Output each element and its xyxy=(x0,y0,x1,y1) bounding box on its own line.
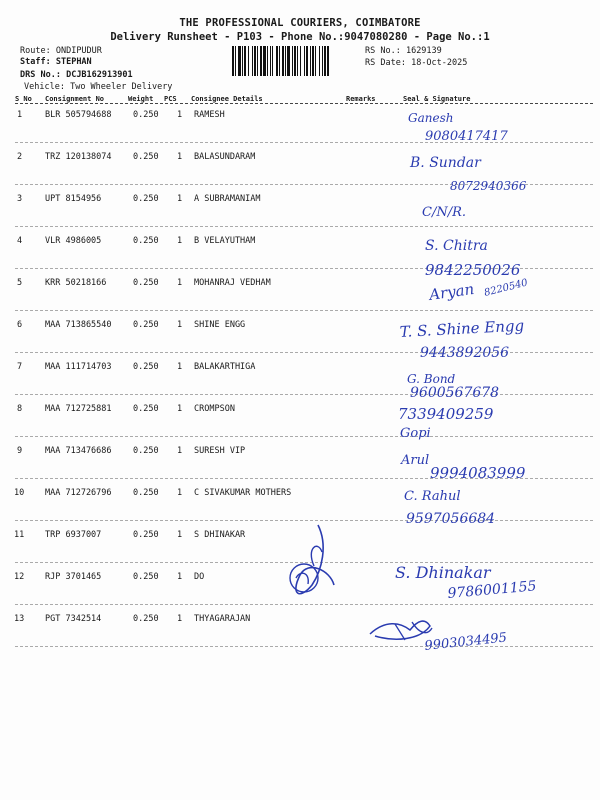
row-consignment: TRP 6937007 xyxy=(45,530,102,540)
note-row-3: C/N/R. xyxy=(422,205,467,220)
table-row xyxy=(0,194,600,235)
row-weight: 0.250 xyxy=(133,614,159,624)
signature-row-6: T. S. Shine Engg xyxy=(399,316,525,341)
rs-date-line xyxy=(365,58,467,68)
drs-label: DRS No.: xyxy=(20,70,61,80)
row-pcs: 1 xyxy=(177,110,183,120)
row-divider xyxy=(15,604,593,605)
phone-row-6: 9443892056 xyxy=(420,345,510,361)
row-pcs: 1 xyxy=(177,320,183,330)
barcode-image xyxy=(232,46,360,76)
row-consignee: A SUBRAMANIAM xyxy=(194,194,261,204)
phone-row-9: 9994083999 xyxy=(430,464,526,482)
row-weight: 0.250 xyxy=(133,362,159,372)
table-row xyxy=(0,236,600,277)
rs-date-label: RS Date: xyxy=(365,58,406,68)
rs-no-value: 1629139 xyxy=(405,46,442,56)
row-consignee: SHINE ENGG xyxy=(194,320,246,330)
row-divider xyxy=(15,142,593,143)
row-pcs: 1 xyxy=(177,152,183,162)
table-row xyxy=(0,572,600,613)
row-consignment: MAA 712725881 xyxy=(45,404,112,414)
row-sno: 4 xyxy=(17,236,23,246)
row-pcs: 1 xyxy=(177,488,183,498)
drs-line xyxy=(20,70,133,80)
row-sno: 10 xyxy=(14,488,25,498)
signature-row-4: S. Chitra xyxy=(425,238,488,254)
col-sno-header: S No xyxy=(15,95,32,103)
table-row xyxy=(0,362,600,403)
row-consignment: MAA 712726796 xyxy=(45,488,112,498)
row-divider xyxy=(15,478,593,479)
row-consignee: CROMPSON xyxy=(194,404,235,414)
table-row xyxy=(0,278,600,319)
row-consignee: BALAKARTHIGA xyxy=(194,362,256,372)
phone-row-2: 8072940366 xyxy=(450,179,527,193)
row-sno: 1 xyxy=(17,110,23,120)
row-sno: 9 xyxy=(17,446,23,456)
col-pcs-header: PCS xyxy=(164,95,177,103)
row-pcs: 1 xyxy=(177,530,183,540)
table-row xyxy=(0,446,600,487)
row-divider xyxy=(15,436,593,437)
table-row xyxy=(0,614,600,655)
row-consignment: MAA 111714703 xyxy=(45,362,112,372)
row-sno: 6 xyxy=(17,320,23,330)
row-sno: 12 xyxy=(14,572,25,582)
phone-row-7: 9600567678 xyxy=(410,385,500,401)
row-sno: 13 xyxy=(14,614,25,624)
col-remarks-header: Remarks xyxy=(346,95,376,103)
table-row xyxy=(0,110,600,151)
row-weight: 0.250 xyxy=(133,194,159,204)
row-consignment: KRR 50218166 xyxy=(45,278,107,288)
row-divider xyxy=(15,310,593,311)
row-consignee: C SIVAKUMAR MOTHERS xyxy=(194,488,292,498)
row-divider xyxy=(15,352,593,353)
row-sno: 3 xyxy=(17,194,23,204)
row-weight: 0.250 xyxy=(133,488,159,498)
row-consignment: UPT 8154956 xyxy=(45,194,102,204)
phone-row-12: 9786001155 xyxy=(446,578,538,602)
row-weight: 0.250 xyxy=(133,110,159,120)
row-weight: 0.250 xyxy=(133,530,159,540)
row-consignment: PGT 7342514 xyxy=(45,614,102,624)
row-consignment: MAA 713476686 xyxy=(45,446,112,456)
staff-line xyxy=(20,57,92,67)
row-divider xyxy=(15,520,593,521)
table-row xyxy=(0,152,600,193)
signature-row-2: B. Sundar xyxy=(410,155,481,171)
row-sno: 8 xyxy=(17,404,23,414)
row-consignee: MOHANRAJ VEDHAM xyxy=(194,278,271,288)
signature-row-5: Aryan xyxy=(428,279,476,304)
row-divider xyxy=(15,394,593,395)
phone-row-5: 8220540 xyxy=(483,277,529,299)
signature-row-1: Ganesh xyxy=(408,111,454,125)
row-consignment: RJP 3701465 xyxy=(45,572,102,582)
row-consignee: SURESH VIP xyxy=(194,446,246,456)
row-weight: 0.250 xyxy=(133,152,159,162)
row-consignee: BALASUNDARAM xyxy=(194,152,256,162)
table-row xyxy=(0,404,600,445)
route-label: Route: xyxy=(20,46,51,56)
row-consignee: THYAGARAJAN xyxy=(194,614,251,624)
row-divider xyxy=(15,646,593,647)
row-consignment: TRZ 120138074 xyxy=(45,152,112,162)
row-weight: 0.250 xyxy=(133,278,159,288)
row-sno: 2 xyxy=(17,152,23,162)
row-consignee: DO xyxy=(194,572,205,582)
route-value: ONDIPUDUR xyxy=(55,46,102,56)
signature-row-10: C. Rahul xyxy=(404,489,461,504)
route-line xyxy=(20,46,102,56)
row-consignment: VLR 4986005 xyxy=(45,236,102,246)
signature-row-7: G. Bond xyxy=(407,372,456,386)
col-weight-header: Weight xyxy=(128,95,154,103)
table-row xyxy=(0,488,600,529)
signature-row-8: Gopi xyxy=(400,426,431,441)
row-weight: 0.250 xyxy=(133,404,159,414)
table-row xyxy=(0,320,600,361)
document-title: THE PROFESSIONAL COURIERS, COIMBATORE xyxy=(179,17,421,29)
row-weight: 0.250 xyxy=(133,320,159,330)
col-consignment-header: Consignment No xyxy=(45,95,105,103)
row-pcs: 1 xyxy=(177,404,183,414)
row-pcs: 1 xyxy=(177,614,183,624)
row-sno: 5 xyxy=(17,278,23,288)
row-weight: 0.250 xyxy=(133,446,159,456)
row-consignee: RAMESH xyxy=(194,110,225,120)
drs-value: DCJB162913901 xyxy=(66,70,133,80)
row-weight: 0.250 xyxy=(133,236,159,246)
row-pcs: 1 xyxy=(177,362,183,372)
rs-no-line xyxy=(365,46,442,56)
row-weight: 0.250 xyxy=(133,572,159,582)
col-seal-header: Seal & Signature xyxy=(403,95,471,103)
phone-row-4: 9842250026 xyxy=(425,261,521,279)
phone-row-13: 9903034495 xyxy=(423,630,508,654)
header-divider xyxy=(15,103,593,104)
vehicle-value: Two Wheeler Delivery xyxy=(70,82,173,92)
row-divider xyxy=(15,268,593,269)
row-sno: 7 xyxy=(17,362,23,372)
row-consignment: BLR 505794688 xyxy=(45,110,112,120)
row-consignee: B VELAYUTHAM xyxy=(194,236,256,246)
table-row xyxy=(0,530,600,571)
phone-row-1: 9080417417 xyxy=(425,129,508,144)
staff-label: Staff: xyxy=(20,57,51,67)
vehicle-line xyxy=(24,82,172,92)
signature-row-9: Arul xyxy=(401,453,430,468)
rs-date-value: 18-Oct-2025 xyxy=(411,58,468,68)
row-sno: 11 xyxy=(14,530,25,540)
row-pcs: 1 xyxy=(177,194,183,204)
row-pcs: 1 xyxy=(177,446,183,456)
row-consignee: S DHINAKAR xyxy=(194,530,246,540)
row-consignment: MAA 713865540 xyxy=(45,320,112,330)
staff-value: STEPHAN xyxy=(55,57,92,67)
col-consignee-header: Consignee Details xyxy=(191,95,263,103)
row-divider xyxy=(15,562,593,563)
phone-row-8: 7339409259 xyxy=(398,405,494,423)
document-subtitle: Delivery Runsheet - P103 - Phone No.:9047080280 - Page No.:1 xyxy=(110,31,490,43)
row-divider xyxy=(15,226,593,227)
phone-row-10: 9597056684 xyxy=(406,511,496,527)
rs-no-label: RS No.: xyxy=(365,46,401,56)
row-divider xyxy=(15,184,593,185)
row-pcs: 1 xyxy=(177,278,183,288)
row-pcs: 1 xyxy=(177,572,183,582)
row-pcs: 1 xyxy=(177,236,183,246)
signature-row-12: S. Dhinakar xyxy=(395,563,491,582)
vehicle-label: Vehicle: xyxy=(24,82,65,92)
